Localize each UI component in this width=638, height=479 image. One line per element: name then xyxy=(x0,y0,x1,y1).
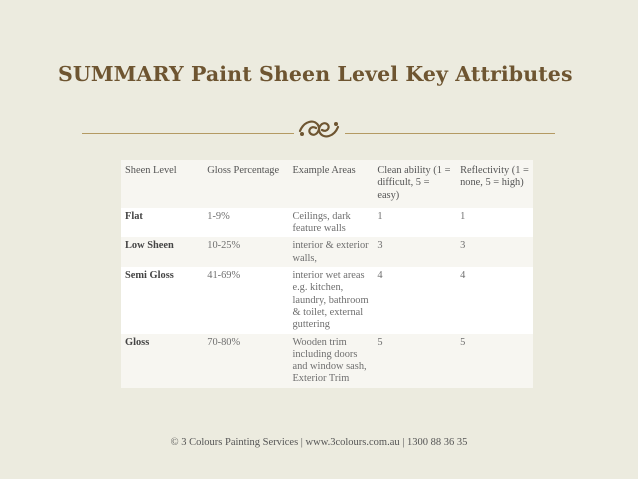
cell-reflect: 5 xyxy=(456,334,533,388)
header-reflectivity: Reflectivity (1 = none, 5 = high) xyxy=(456,160,533,208)
sheen-attributes-table xyxy=(121,160,533,388)
cell-sheen-level: Low Sheen xyxy=(121,237,203,267)
cell-areas: Ceilings, dark feature walls xyxy=(288,208,373,238)
cell-sheen-level: Flat xyxy=(121,208,203,238)
slide-footer: © 3 Colours Painting Services | www.3colours.com.au | 1300 88 36 35 xyxy=(170,437,468,448)
cell-areas: Wooden trim including doors and window sash, Exterior Trim xyxy=(288,334,373,388)
title-rule-right xyxy=(345,133,555,134)
slide-title: SUMMARY Paint Sheen Level Key Attributes xyxy=(58,62,573,86)
cell-clean: 5 xyxy=(373,334,456,388)
cell-reflect: 4 xyxy=(456,267,533,333)
header-gloss-percentage: Gloss Percentage xyxy=(203,160,288,208)
header-sheen-level: Sheen Level xyxy=(121,160,203,208)
cell-sheen-level: Gloss xyxy=(121,334,203,388)
table-row xyxy=(121,267,533,333)
header-clean-ability: Clean ability (1 = difficult, 5 = easy) xyxy=(373,160,456,208)
cell-areas: interior wet areas e.g. kitchen, laundry, bathroom & toilet, external guttering xyxy=(288,267,373,333)
fleuron-ornament-icon xyxy=(294,113,344,145)
cell-reflect: 3 xyxy=(456,237,533,267)
cell-clean: 3 xyxy=(373,237,456,267)
cell-areas: interior & exterior walls, xyxy=(288,237,373,267)
cell-reflect: 1 xyxy=(456,208,533,238)
table-row xyxy=(121,237,533,267)
cell-gloss: 1-9% xyxy=(203,208,288,238)
cell-gloss: 10-25% xyxy=(203,237,288,267)
header-example-areas: Example Areas xyxy=(288,160,373,208)
cell-gloss: 70-80% xyxy=(203,334,288,388)
cell-clean: 4 xyxy=(373,267,456,333)
title-rule-left xyxy=(82,133,294,134)
cell-gloss: 41-69% xyxy=(203,267,288,333)
table-row xyxy=(121,208,533,238)
table-header-row xyxy=(121,160,533,208)
cell-sheen-level: Semi Gloss xyxy=(121,267,203,333)
cell-clean: 1 xyxy=(373,208,456,238)
table-row xyxy=(121,334,533,388)
